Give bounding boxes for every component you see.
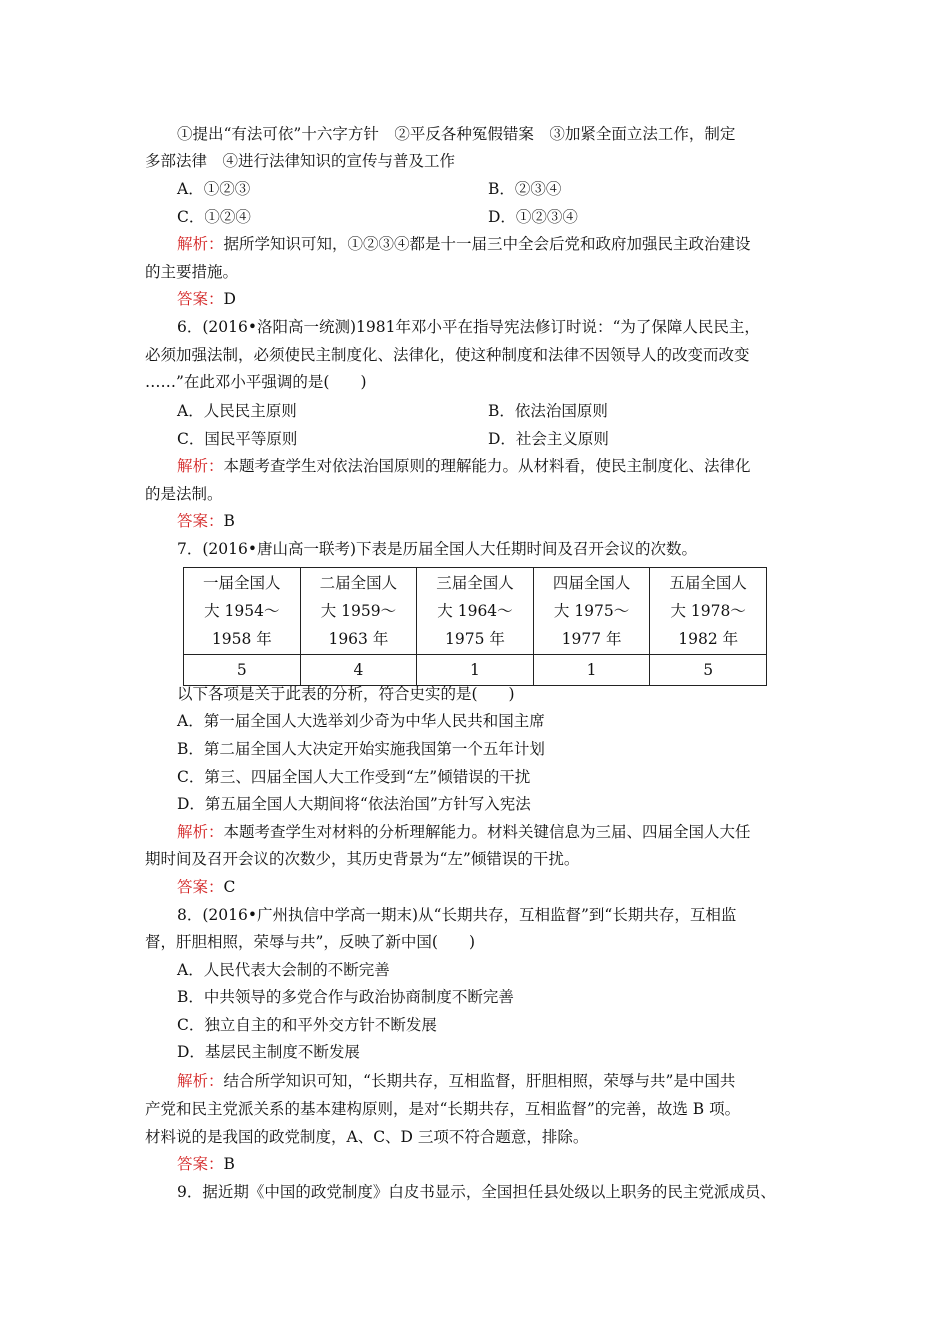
table-cell: 4 [300, 655, 417, 686]
q6-option-c: C．国民平等原则 [177, 430, 298, 448]
table-header-row [184, 568, 767, 655]
answer-label: 答案： [177, 1155, 224, 1173]
q5-stem-line2: 多部法律 ④进行法律知识的宣传与普及工作 [145, 152, 456, 170]
q6-analysis [177, 455, 751, 477]
q5-analysis [177, 233, 751, 255]
q7-option-d: D．第五届全国人大期间将“依法治国”方针写入宪法 [177, 795, 531, 813]
q5-option-d: D．①②③④ [488, 208, 578, 226]
q8-option-c: C．独立自主的和平外交方针不断发展 [177, 1016, 437, 1034]
analysis-label: 解析： [177, 235, 224, 253]
answer-value: C [223, 878, 236, 896]
q6-stem-line1: 6．(2016•洛阳高一统测)1981年邓小平在指导宪法修订时说：“为了保障人民民主， [177, 318, 760, 336]
q7-analysis-line2: 期时间及召开会议的次数少，其历史背景为“左”倾错误的干扰。 [145, 850, 580, 868]
q8-stem-line2: 督，肝胆相照，荣辱与共”，反映了新中国( ) [145, 933, 476, 951]
table-cell: 1 [417, 655, 534, 686]
table-header-cell: 三届全国人 大 1964～ 1975 年 [417, 568, 534, 655]
q6-stem-line2: 必须加强法制，必须使民主制度化、法律化，使这种制度和法律不因领导人的改变而改变 [145, 346, 750, 364]
q6-answer [177, 510, 235, 532]
table-header-cell: 四届全国人 大 1975～ 1977 年 [533, 568, 650, 655]
q7-option-c: C．第三、四届全国人大工作受到“左”倾错误的干扰 [177, 768, 531, 786]
q5-stem-line1: ①提出“有法可依”十六字方针 ②平反各种冤假错案 ③加紧全面立法工作，制定 [177, 125, 736, 143]
q6-option-a: A．人民民主原则 [177, 402, 297, 420]
q8-option-a: A．人民代表大会制的不断完善 [177, 961, 390, 979]
analysis-text: 本题考查学生对材料的分析理解能力。材料关键信息为三届、四届全国人大任 [223, 823, 751, 841]
analysis-text: 本题考查学生对依法治国原则的理解能力。从材料看，使民主制度化、法律化 [223, 457, 751, 475]
q6-option-b: B．依法治国原则 [488, 402, 608, 420]
q7-answer [177, 876, 235, 898]
answer-value: B [223, 1155, 235, 1173]
analysis-label: 解析： [177, 823, 224, 841]
q8-answer [177, 1153, 235, 1175]
answer-value: D [223, 290, 236, 308]
table-cell: 5 [650, 655, 767, 686]
q7-analysis [177, 821, 751, 843]
q5-option-b: B．②③④ [488, 180, 562, 198]
analysis-text: 结合所学知识可知，“长期共存，互相监督，肝胆相照，荣辱与共”是中国共 [223, 1072, 736, 1090]
table-header-cell: 五届全国人 大 1978～ 1982 年 [650, 568, 767, 655]
q8-option-b: B．中共领导的多党合作与政治协商制度不断完善 [177, 988, 514, 1006]
table-header-cell: 二届全国人 大 1959～ 1963 年 [300, 568, 417, 655]
q9-stem-line1: 9．据近期《中国的政党制度》白皮书显示，全国担任县处级以上职务的民主党派成员、 [177, 1183, 776, 1201]
q8-analysis [177, 1070, 735, 1092]
q5-analysis-line2: 的主要措施。 [145, 263, 239, 281]
table-header-cell: 一届全国人 大 1954～ 1958 年 [184, 568, 301, 655]
q7-option-a: A．第一届全国人大选举刘少奇为中华人民共和国主席 [177, 712, 545, 730]
analysis-text: 据所学知识可知，①②③④都是十一届三中全会后党和政府加强民主政治建设 [223, 235, 751, 253]
q8-stem-line1: 8．(2016•广州执信中学高一期末)从“长期共存，互相监督”到“长期共存，互相监 [177, 906, 737, 924]
answer-label: 答案： [177, 512, 224, 530]
table-cell: 1 [533, 655, 650, 686]
analysis-label: 解析： [177, 1072, 224, 1090]
q7-stem-line2: 以下各项是关于此表的分析，符合史实的是( ) [177, 685, 515, 703]
q6-option-d: D．社会主义原则 [488, 430, 609, 448]
npc-sessions-table [183, 567, 767, 686]
q8-analysis-line2: 产党和民主党派关系的基本建构原则，是对“长期共存，互相监督”的完善，故选 B 项。 [145, 1100, 741, 1118]
q6-stem-line3: ……”在此邓小平强调的是( ) [145, 373, 367, 391]
answer-label: 答案： [177, 290, 224, 308]
q5-option-c: C．①②④ [177, 208, 251, 226]
answer-label: 答案： [177, 878, 224, 896]
analysis-label: 解析： [177, 457, 224, 475]
q5-answer [177, 288, 236, 310]
table-row [184, 655, 767, 686]
q8-analysis-line3: 材料说的是我国的政党制度，A、C、D 三项不符合题意，排除。 [145, 1128, 589, 1146]
q6-analysis-line2: 的是法制。 [145, 485, 223, 503]
q5-option-a: A．①②③ [177, 180, 251, 198]
q7-stem-line1: 7．(2016•唐山高一联考)下表是历届全国人大任期时间及召开会议的次数。 [177, 540, 698, 558]
answer-value: B [223, 512, 235, 530]
table-cell: 5 [184, 655, 301, 686]
q7-option-b: B．第二届全国人大决定开始实施我国第一个五年计划 [177, 740, 545, 758]
q8-option-d: D．基层民主制度不断发展 [177, 1043, 360, 1061]
